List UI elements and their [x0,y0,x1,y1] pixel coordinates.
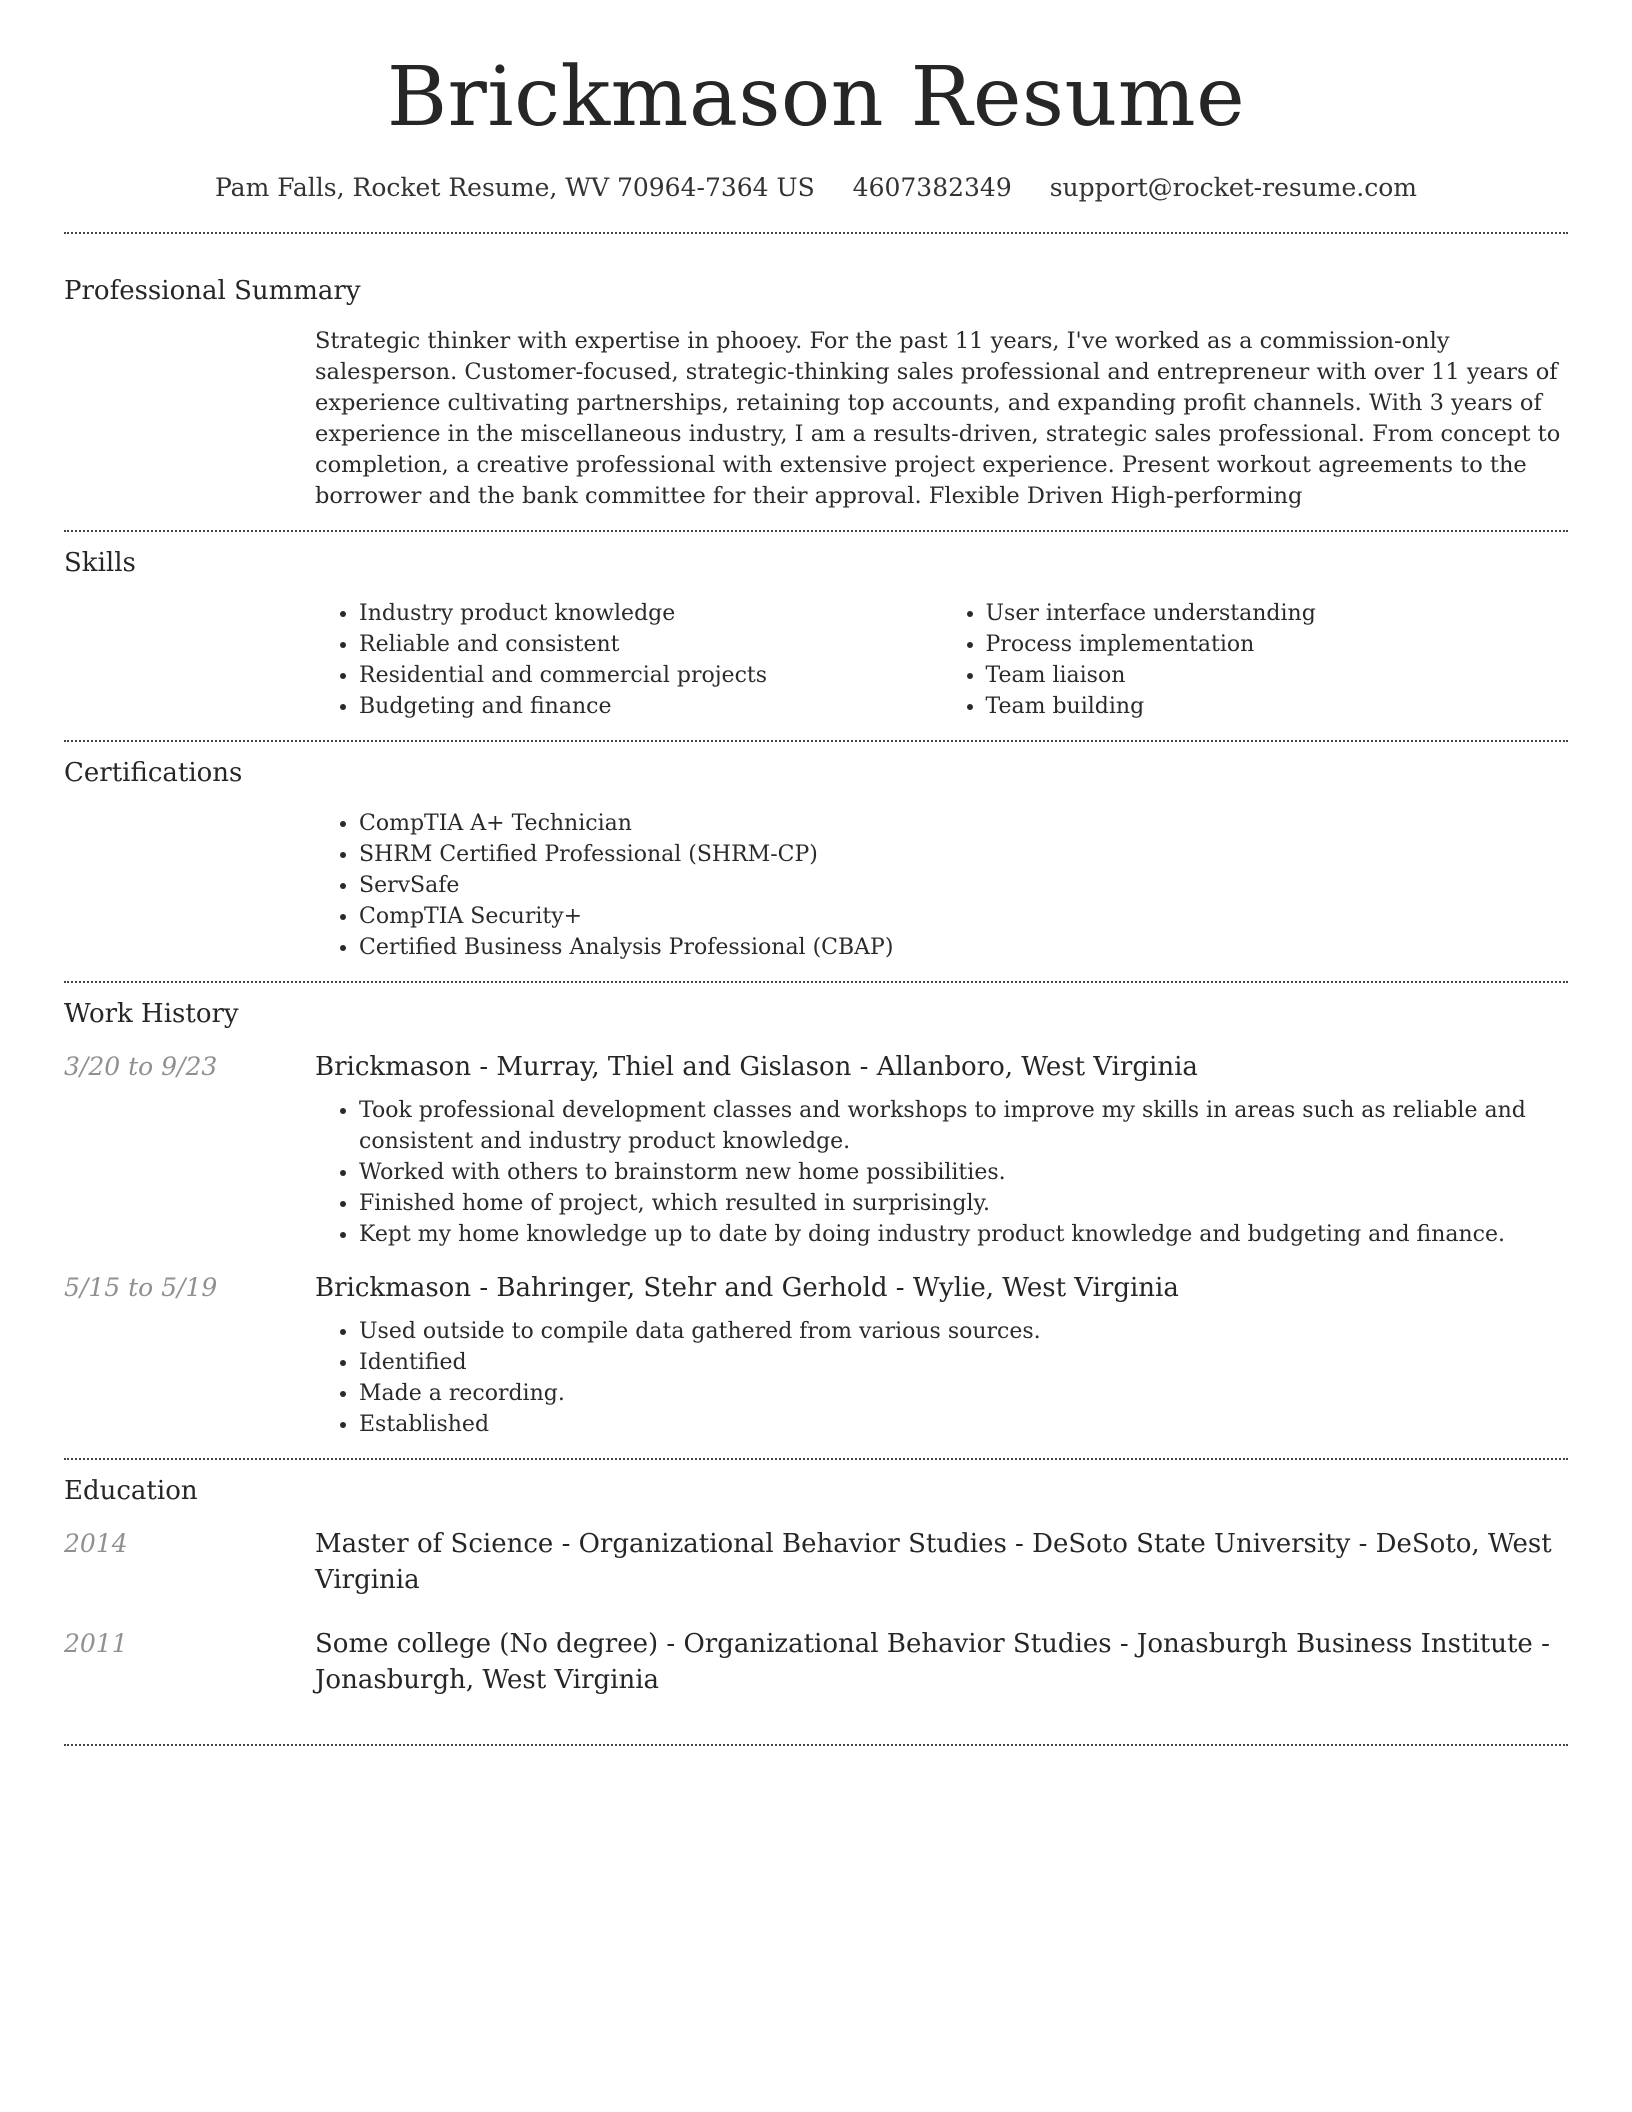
contact-line [64,170,1568,206]
job-bullet: • Finished home of project, which resulted in surprisingly. [359,1188,1568,1219]
education-date: 2011 [64,1629,128,1658]
certification-item: • ServSafe [359,870,1568,901]
skill-item: • Industry product knowledge [359,598,942,629]
skill-item: • Residential and commercial projects [359,660,942,691]
contact-email: support@rocket-resume.com [1049,173,1417,202]
skill-item: • Team building [986,691,1569,722]
contact-address: Pam Falls, Rocket Resume, WV 70964-7364 US [214,173,815,202]
skill-item: • User interface understanding [986,598,1569,629]
divider [64,1744,1568,1746]
summary-content [315,326,1568,512]
resume-title: Brickmason Resume [386,50,1246,145]
skills-section [64,532,1568,740]
certification-item: • CompTIA Security+ [359,901,1568,932]
job-bullet: • Identified [359,1347,1568,1378]
certifications-list [315,808,1568,963]
job-body [315,1049,1568,1250]
work-history-section [64,983,1568,1458]
section-title-summary: Professional Summary [64,276,361,306]
section-title-certifications: Certifications [64,758,243,788]
education-date: 2014 [64,1529,128,1558]
job-bullet: • Took professional development classes and workshops to improve my skills in areas such as reliable and consistent and industry product knowledge. [359,1095,1568,1157]
skills-list-right [942,598,1569,722]
education-heading: Some college (No degree) - Organizational Behavior Studies - Jonasburgh Business Institute - Jonasburgh, West Virginia [315,1629,1550,1695]
skill-item: • Team liaison [986,660,1569,691]
section-title-work-history: Work History [64,999,239,1029]
job-heading: Brickmason - Murray, Thiel and Gislason - Allanboro, West Virginia [315,1052,1198,1082]
skill-item: • Process implementation [986,629,1569,660]
job-body [315,1270,1568,1440]
skill-item: • Budgeting and finance [359,691,942,722]
skill-item: • Reliable and consistent [359,629,942,660]
certification-item: • CompTIA A+ Technician [359,808,1568,839]
job-date: 5/15 to 5/19 [64,1273,218,1302]
section-title-education: Education [64,1476,198,1506]
job-bullet: • Kept my home knowledge up to date by doing industry product knowledge and budgeting and finance. [359,1219,1568,1250]
job-bullet: • Worked with others to brainstorm new home possibilities. [359,1157,1568,1188]
summary-text: Strategic thinker with expertise in phooey. For the past 11 years, I've worked as a commission-only salesperson. Customer-focused, strategic-thinking sales professional and entrepreneur with over 11 years of experience cultivating partnerships, retaining top accounts, and expanding profit channels. With 3 years of experience in the miscellaneous industry, I am a results-driven, strategic sales professional. From concept to completion, a creative professional with extensive project experience. Present workout agreements to the borrower and the bank committee for their approval. Flexible Driven High-performing [315,328,1561,509]
certification-item: • SHRM Certified Professional (SHRM-CP) [359,839,1568,870]
certifications-content [315,808,1568,963]
education-entry [64,1526,1568,1598]
job-bullet: • Used outside to compile data gathered from various sources. [359,1316,1568,1347]
job-bullet: • Established [359,1409,1568,1440]
skills-columns [315,598,1568,722]
job-date: 3/20 to 9/23 [64,1052,218,1081]
job-bullets [315,1095,1568,1250]
job-bullets [315,1316,1568,1440]
education-section [64,1460,1568,1744]
job-heading: Brickmason - Bahringer, Stehr and Gerhold - Wylie, West Virginia [315,1273,1179,1303]
section-title-skills: Skills [64,548,136,578]
education-body [315,1526,1568,1598]
skills-list-left [315,598,942,722]
contact-phone: 4607382349 [852,173,1012,202]
job-bullet: • Made a recording. [359,1378,1568,1409]
education-entry [64,1626,1568,1698]
certifications-section [64,742,1568,981]
certification-item: • Certified Business Analysis Professional (CBAP) [359,932,1568,963]
education-body [315,1626,1568,1698]
job-entry [64,1049,1568,1250]
job-entry [64,1270,1568,1440]
summary-section [64,234,1568,530]
education-heading: Master of Science - Organizational Behavior Studies - DeSoto State University - DeSoto, West Virginia [315,1529,1552,1595]
